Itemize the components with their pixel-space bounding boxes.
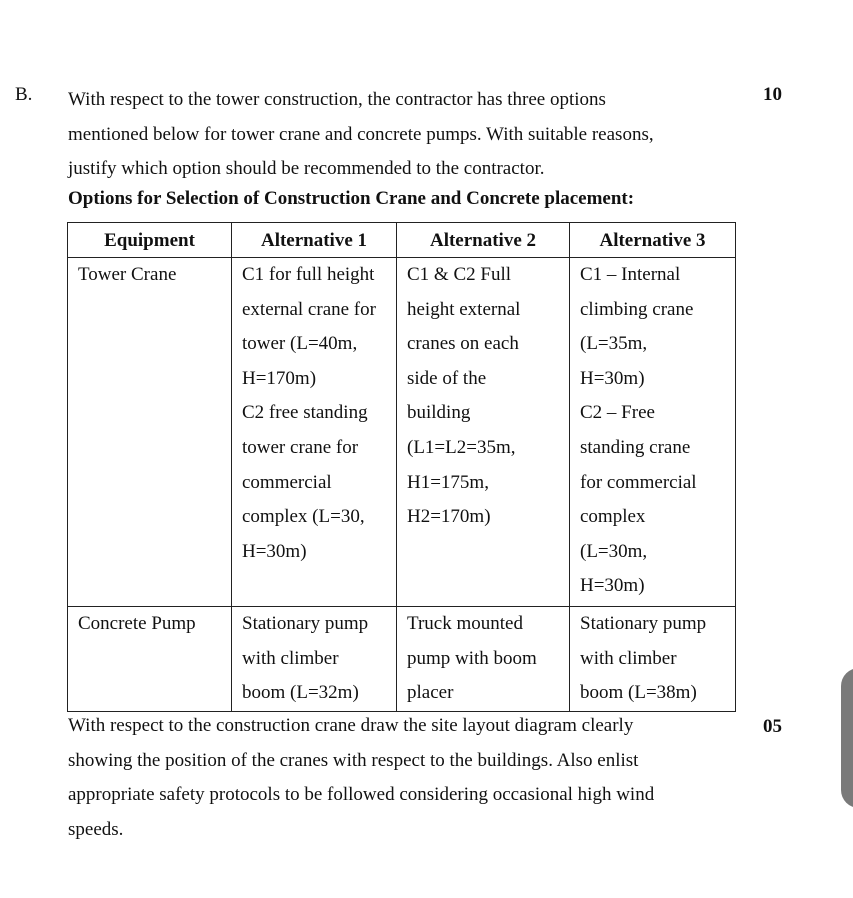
header-equipment: Equipment [68,223,232,258]
cell-line: standing crane [580,436,691,458]
cell-line: C2 – Free [580,402,655,424]
equipment-cell: Tower Crane [68,258,232,607]
cell-line: boom (L=38m) [580,682,697,704]
cell-line: for commercial [580,471,697,493]
cell-line: complex (L=30, [242,506,365,528]
question-2-line: appropriate safety protocols to be followed considering occasional high wind [68,784,655,805]
alt2-cell [397,258,570,607]
alt1-cell [232,258,397,607]
cell-line: (L=35m, [580,333,648,355]
table-row [68,258,736,607]
cell-line: tower (L=40m, [242,333,358,355]
question-2 [68,709,736,847]
cell-line: H=170m) [242,367,317,389]
cell-line: side of the [407,367,487,389]
cell-line: commercial [242,471,332,493]
cell-line: building [407,402,471,424]
question-1-marks: 10 [763,84,782,105]
alt2-cell [397,607,570,712]
cell-line: (L=30m, [580,540,648,562]
cell-line: boom (L=32m) [242,682,359,704]
cell-line: H=30m) [242,540,307,562]
equipment-cell: Concrete Pump [68,607,232,712]
question-2-marks: 05 [763,716,782,737]
question-2-line: showing the position of the cranes with respect to the buildings. Also enlist [68,749,639,771]
cell-line: C1 for full height [242,264,375,285]
cell-line: pump with boom [407,647,537,669]
cell-line: C1 – Internal [580,264,681,285]
side-scroll-tab[interactable] [841,668,853,808]
question-1-line: mentioned below for tower crane and concrete pumps. With suitable reasons, [68,123,654,145]
cell-line: C1 & C2 Full [407,264,511,285]
cell-line: external crane for [242,298,376,320]
cell-line: Stationary pump [242,613,369,634]
cell-line: H1=175m, [407,471,489,493]
cell-line: tower crane for [242,436,359,458]
section-label: B. [15,84,33,105]
cell-line: with climber [242,647,339,669]
table-row [68,607,736,712]
question-1 [68,83,736,187]
cell-line: (L1=L2=35m, [407,436,516,458]
cell-line: Truck mounted [407,613,523,634]
alt3-cell [570,258,736,607]
header-alternative-1: Alternative 1 [232,223,397,258]
options-table [67,222,736,712]
table-heading: Options for Selection of Construction Crane and Concrete placement: [68,188,635,209]
question-1-line: justify which option should be recommended to the contractor. [68,158,545,179]
cell-line: placer [407,682,454,704]
cell-line: Stationary pump [580,613,707,634]
header-alternative-3: Alternative 3 [570,223,736,258]
header-alternative-2: Alternative 2 [397,223,570,258]
cell-line: complex [580,506,646,528]
cell-line: height external [407,298,521,320]
alt3-cell [570,607,736,712]
cell-line: climbing crane [580,298,694,320]
question-2-line: speeds. [68,818,124,840]
cell-line: H2=170m) [407,506,491,528]
cell-line: cranes on each [407,333,519,355]
table-header-row [68,223,736,258]
question-2-line: With respect to the construction crane draw the site layout diagram clearly [68,715,634,736]
cell-line: H=30m) [580,575,645,597]
cell-line: with climber [580,647,677,669]
cell-line: H=30m) [580,367,645,389]
question-1-line: With respect to the tower construction, the contractor has three options [68,89,606,110]
alt1-cell [232,607,397,712]
cell-line: C2 free standing [242,402,368,424]
